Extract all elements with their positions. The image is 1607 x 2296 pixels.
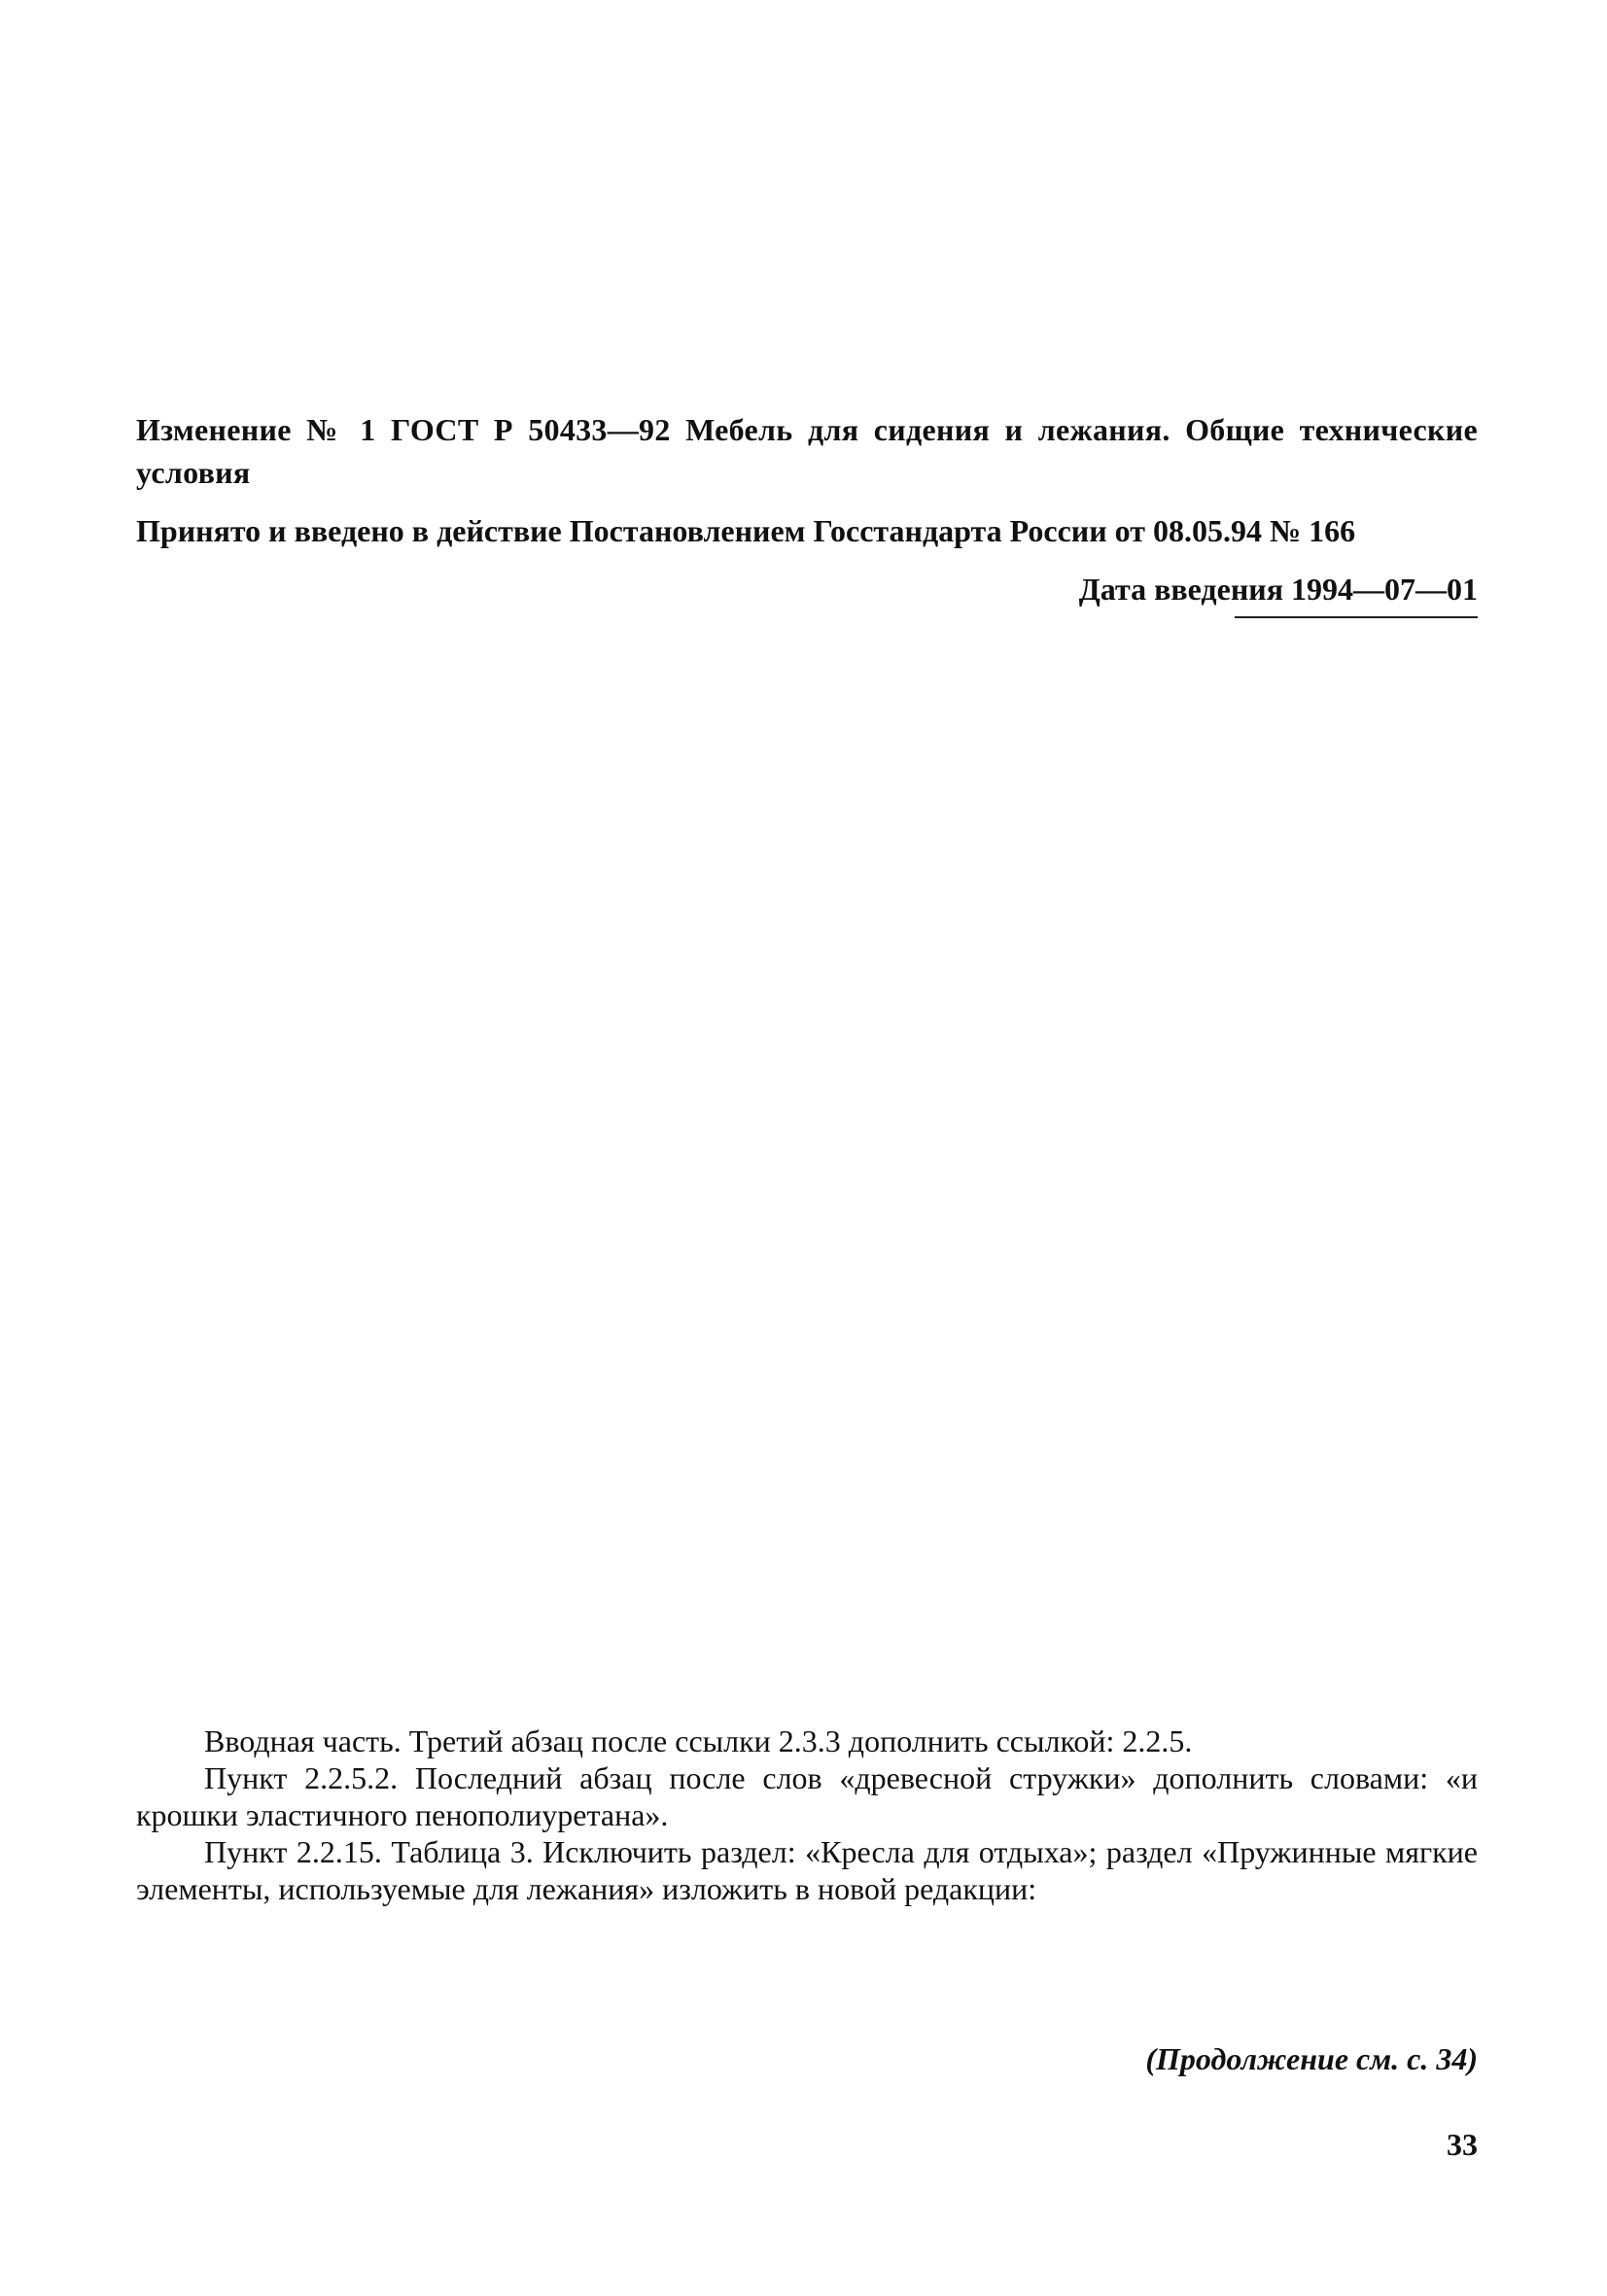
paragraph-2-2-5-2: Пункт 2.2.5.2. Последний абзац после слов «древесной стружки» дополнить словами: «и крошки эластичного пенополиуретана». <box>136 1760 1478 1832</box>
page-number: 33 <box>1447 2127 1478 2162</box>
continuation-note: (Продолжение см. с. 34) <box>1145 2041 1478 2076</box>
introduction-date: Дата введения 1994—07—01 <box>1078 572 1478 607</box>
amendment-body <box>136 1722 1478 1907</box>
amendment-header <box>136 408 1478 610</box>
paragraph-2-2-15: Пункт 2.2.15. Таблица 3. Исключить раздел: «Кресла для отдыха»; раздел «Пружинные мягкие элементы, используемые для лежания» изложить в новой редакции: <box>136 1834 1478 1906</box>
adoption-statement: Принято и введено в действие Постановлением Госстандарта России от 08.05.94 № 166 <box>136 513 1356 548</box>
amendment-title: Изменение № 1 ГОСТ Р 50433—92 Мебель для сидения и лежания. Общие технические условия <box>136 412 1478 490</box>
date-underline <box>1235 616 1478 618</box>
paragraph-intro: Вводная часть. Третий абзац после ссылки 2.3.3 дополнить ссылкой: 2.2.5. <box>204 1723 1193 1758</box>
